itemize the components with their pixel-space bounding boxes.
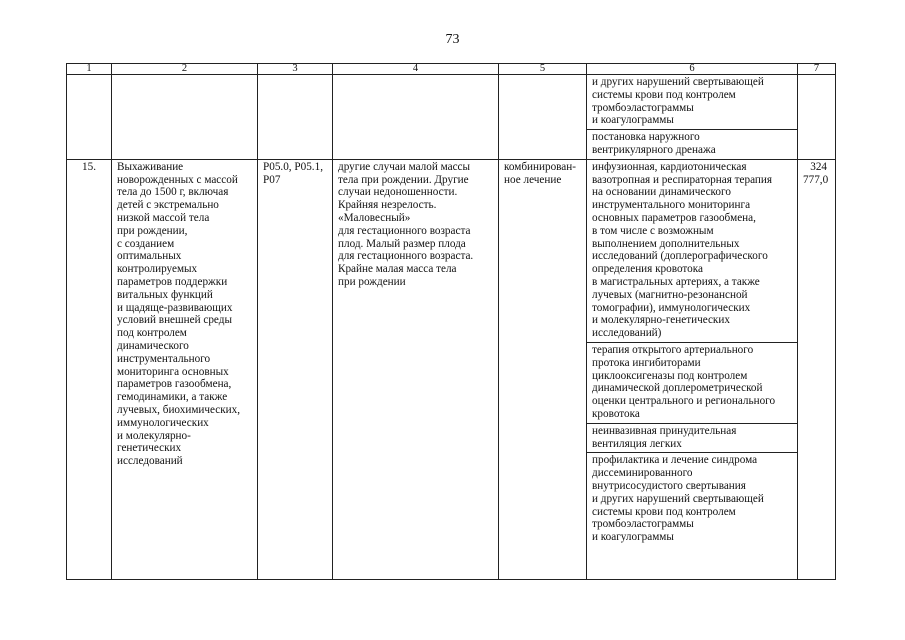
continuation-method: постановка наружного вентрикулярного дренажа xyxy=(587,129,797,159)
treatment-method: инфузионная, кардиотоническая вазотропная и респираторная терапия на основании динамического инструментального мониторинга основных параметров газообмена, в том числе с возможным выполнением дополнительных исследований (доплерографического определения кровотока в магистральных артериях, а также лучевых (магнитно-резонансной томографии), иммунологических и молекулярно-генетических исследований) xyxy=(592,160,773,340)
header-col-3: 3 xyxy=(258,64,333,75)
treatment-type: комбинирован- ное лечение xyxy=(499,159,587,579)
diagnosis-model: другие случаи малой массы тела при рождении. Другие случаи недоношенности. Крайняя незрелость. «Маловесный» для гестационного возраста плод. Малый размер плода для гестационного возраста. Крайне малая масса тела при рождении xyxy=(333,159,499,579)
header-col-7: 7 xyxy=(798,64,836,75)
treatment-method: неинвазивная принудительная вентиляция легких xyxy=(587,423,797,453)
table-row-15 xyxy=(67,159,836,579)
header-col-2: 2 xyxy=(112,64,258,75)
norm-cost: 324 777,0 xyxy=(798,159,836,579)
treatment-methods-cell xyxy=(587,159,798,579)
continuation-method: и других нарушений свертывающей системы крови под контролем тромбоэластограммы и коагулограммы xyxy=(592,76,764,127)
header-col-4: 4 xyxy=(333,64,499,75)
continuation-methods-cell xyxy=(587,75,798,160)
continuation-row xyxy=(67,75,836,160)
header-col-6: 6 xyxy=(587,64,798,75)
treatment-method: профилактика и лечение синдрома диссеминированного внутрисосудистого свертывания и других нарушений свертывающей системы крови под контролем тромбоэластограммы и коагулограммы xyxy=(587,452,797,546)
icd-codes: P05.0, P05.1, P07 xyxy=(258,159,333,579)
care-type-name: Выхаживание новорожденных с массой тела до 1500 г, включая детей с экстремально низкой массой тела при рождении, с созданием оптимальных контролируемых параметров поддержки витальных функций и щадяще-развивающих условий внешней среды под контролем динамического инструментального мониторинга основных параметров газообмена, гемодинамики, а также лучевых, биохимических, иммунологических и молекулярно- генетических исследований xyxy=(112,159,258,579)
header-col-5: 5 xyxy=(499,64,587,75)
medical-care-table xyxy=(66,63,836,580)
row-number: 15. xyxy=(67,159,112,579)
page-number: 73 xyxy=(445,32,460,47)
header-row xyxy=(67,64,836,75)
treatment-method: терапия открытого артериального протока ингибиторами циклооксигеназы под контролем динамической доплерометрической оценки центрального и регионального кровотока xyxy=(587,342,797,423)
header-col-1: 1 xyxy=(67,64,112,75)
